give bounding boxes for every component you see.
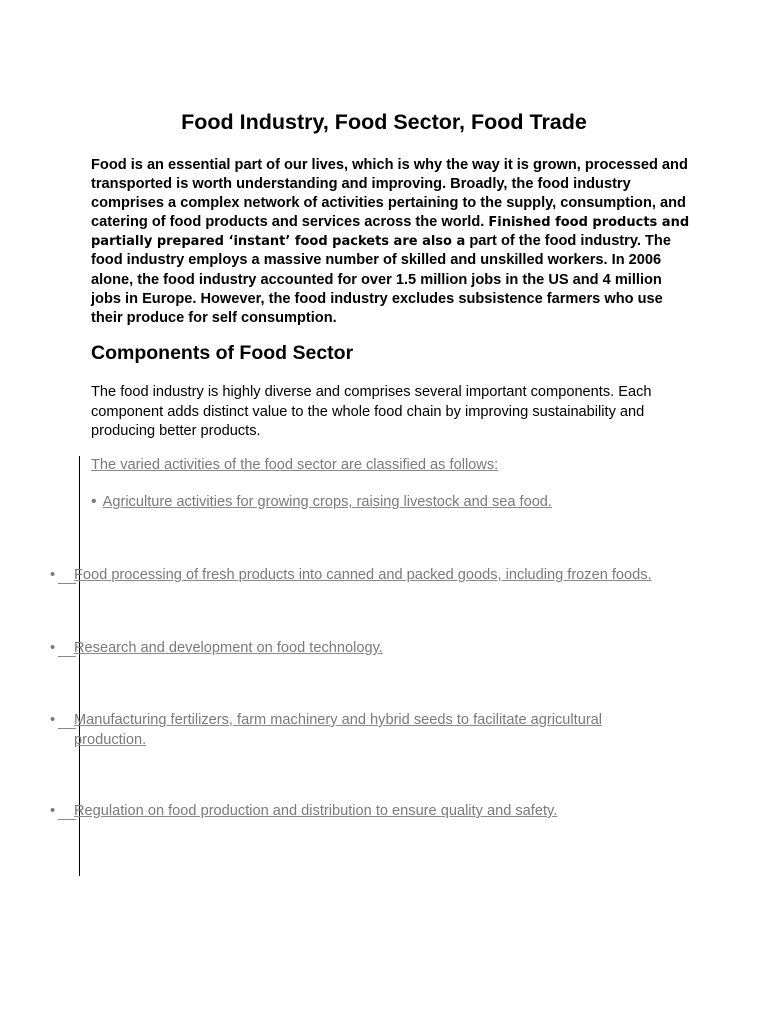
intro-text-part-1: Food is an essential part of our lives, which is why the way it is grown, processed and transported is worth understanding and improving. Broadly, the food industry comprises a complex network of activities pertaining to the supply, consumption, and catering of food products and services across the world. bbox=[91, 157, 688, 231]
section-paragraph: The food industry is highly diverse and comprises several important components. Each component adds distinct value to the whole food chain by improving sustainability and producing better products. bbox=[91, 384, 652, 440]
bullet-icon: • bbox=[50, 640, 56, 656]
intro-text-part-3: part of the food industry. The food industry employs a massive number of skilled and unskilled workers. In 2006 alone, the food industry accounted for over 1.5 million jobs in the US and 4 million jobs in Europe. However, the food industry excludes subsistence farmers who use their produce for self consumption. bbox=[91, 233, 671, 326]
bullet-icon: • bbox=[50, 712, 56, 728]
intro-paragraph bbox=[91, 156, 691, 328]
activity-link[interactable]: Agriculture activities for growing crops, raising livestock and sea food. bbox=[102, 494, 552, 510]
bullet-icon: • bbox=[91, 493, 97, 510]
activity-link[interactable]: Regulation on food production and distribution to ensure quality and safety. bbox=[74, 803, 558, 819]
bullet-icon: • bbox=[50, 803, 56, 819]
activity-link[interactable]: Research and development on food technology. bbox=[74, 640, 383, 656]
section-heading: Components of Food Sector bbox=[91, 342, 354, 364]
activity-item-1[interactable] bbox=[91, 493, 552, 513]
page-title: Food Industry, Food Sector, Food Trade bbox=[181, 110, 587, 134]
activity-link[interactable]: Food processing of fresh products into canned and packed goods, including frozen foods. bbox=[74, 567, 652, 583]
activity-link[interactable]: Manufacturing fertilizers, farm machinery and hybrid seeds to facilitate agricultural production. bbox=[74, 712, 603, 748]
intro-text-part-2: Finished food products and partially prepared ‘instant’ food packets are also a bbox=[91, 215, 690, 250]
bullet-icon: • bbox=[50, 567, 56, 583]
classification-intro-link[interactable]: The varied activities of the food sector are classified as follows: bbox=[91, 457, 499, 473]
